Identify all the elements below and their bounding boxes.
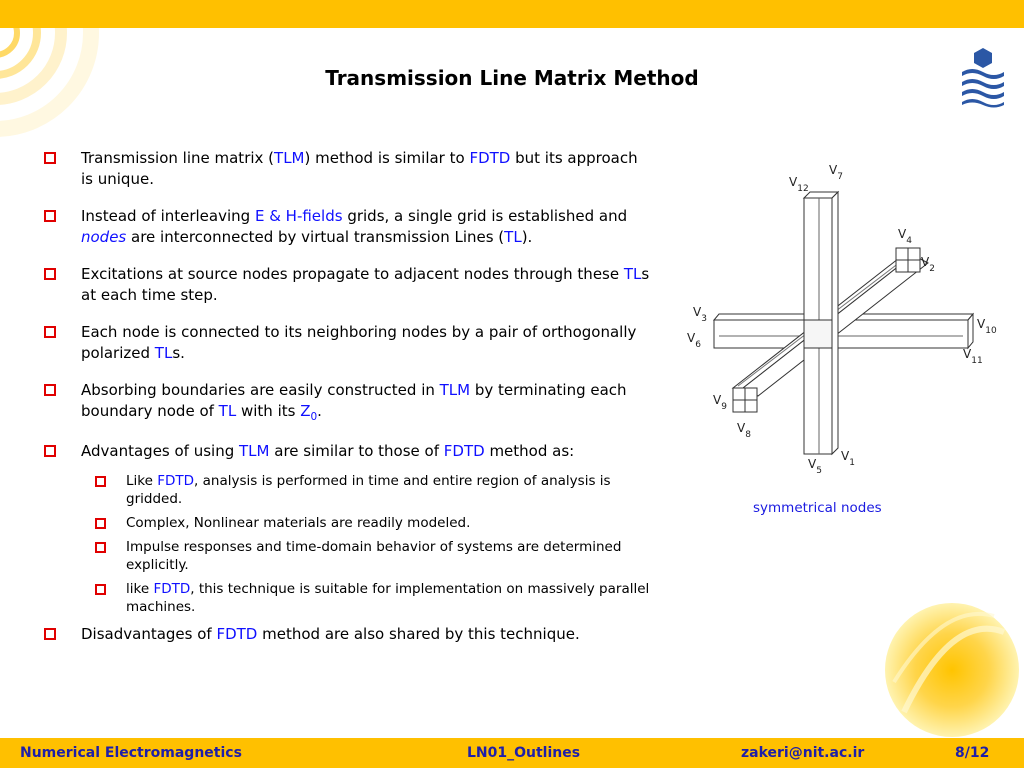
port-label-v8: $V_8$ — [737, 421, 751, 440]
top-bar — [0, 0, 1024, 28]
checkbox-bullet-icon — [95, 518, 106, 529]
port-label-v9: $V_9$ — [713, 393, 727, 412]
bullet-item: Excitations at source nodes propagate to adjacent nodes through these TLs at each time step. — [44, 264, 654, 306]
checkbox-bullet-icon — [44, 152, 56, 164]
port-label-v12: $V_{12}$ — [789, 175, 809, 194]
bullet-item: Transmission line matrix (TLM) method is similar to FDTD but its approach is unique. — [44, 148, 654, 190]
footer-email[interactable]: zakeri@nit.ac.ir — [741, 745, 865, 761]
checkbox-bullet-icon — [95, 476, 106, 487]
port-label-v3: $V_3$ — [693, 305, 707, 324]
tlm-node-diagram — [683, 160, 1003, 480]
sub-bullet-item: like FDTD, this technique is suitable for implementation on massively parallel machines. — [89, 580, 654, 616]
footer-course: Numerical Electromagnetics — [20, 745, 242, 761]
port-label-v4: $V_4$ — [898, 227, 912, 246]
checkbox-bullet-icon — [44, 268, 56, 280]
checkbox-bullet-icon — [44, 210, 56, 222]
sub-bullet-item: Like FDTD, analysis is performed in time and entire region of analysis is gridded. — [89, 472, 654, 508]
decorative-sun-circle — [884, 602, 1020, 738]
bullet-list — [44, 148, 654, 661]
port-label-v10: $V_{10}$ — [977, 317, 997, 336]
bullet-item: Each node is connected to its neighboring nodes by a pair of orthogonally polarized TLs. — [44, 322, 654, 364]
footer-lecture: LN01_Outlines — [467, 745, 581, 761]
slide-title: Transmission Line Matrix Method — [325, 66, 699, 90]
port-label-v2: $V_2$ — [921, 255, 935, 274]
sub-bullet-list — [44, 472, 654, 616]
port-label-v11: $V_{11}$ — [963, 347, 983, 366]
checkbox-bullet-icon — [95, 584, 106, 595]
port-label-v5: $V_5$ — [808, 457, 822, 476]
bullet-item: Instead of interleaving E & H-fields grids, a single grid is established and nodes are interconnected by virtual transmission Lines (TL). — [44, 206, 654, 248]
bullet-item: Advantages of using TLM are similar to those of FDTD method as: Like FDTD, analysis is performed in time and entire region of analysis is gridded. Complex, Nonlinear materials are readily modeled. Impulse responses and time-domain behavior of systems are determined explicitly. like FDTD, this technique is suitable for implementation on massively parallel machines. — [44, 441, 654, 616]
sub-bullet-item: Complex, Nonlinear materials are readily modeled. — [89, 514, 654, 532]
bullet-item: Disadvantages of FDTD method are also shared by this technique. — [44, 624, 654, 645]
port-label-v6: $V_6$ — [687, 331, 701, 350]
footer-bar — [0, 738, 1024, 768]
checkbox-bullet-icon — [44, 326, 56, 338]
checkbox-bullet-icon — [44, 445, 56, 457]
footer-page-number: 8/12 — [955, 745, 990, 761]
sub-bullet-item: Impulse responses and time-domain behavior of systems are determined explicitly. — [89, 538, 654, 574]
checkbox-bullet-icon — [95, 542, 106, 553]
port-label-v7: $V_7$ — [829, 163, 843, 182]
checkbox-bullet-icon — [44, 384, 56, 396]
port-label-v1: $V_1$ — [841, 449, 855, 468]
figure-caption: symmetrical nodes — [753, 500, 882, 516]
bullet-item: Absorbing boundaries are easily constructed in TLM by terminating each boundary node of TL with its $Z_0$. — [44, 380, 654, 428]
checkbox-bullet-icon — [44, 628, 56, 640]
